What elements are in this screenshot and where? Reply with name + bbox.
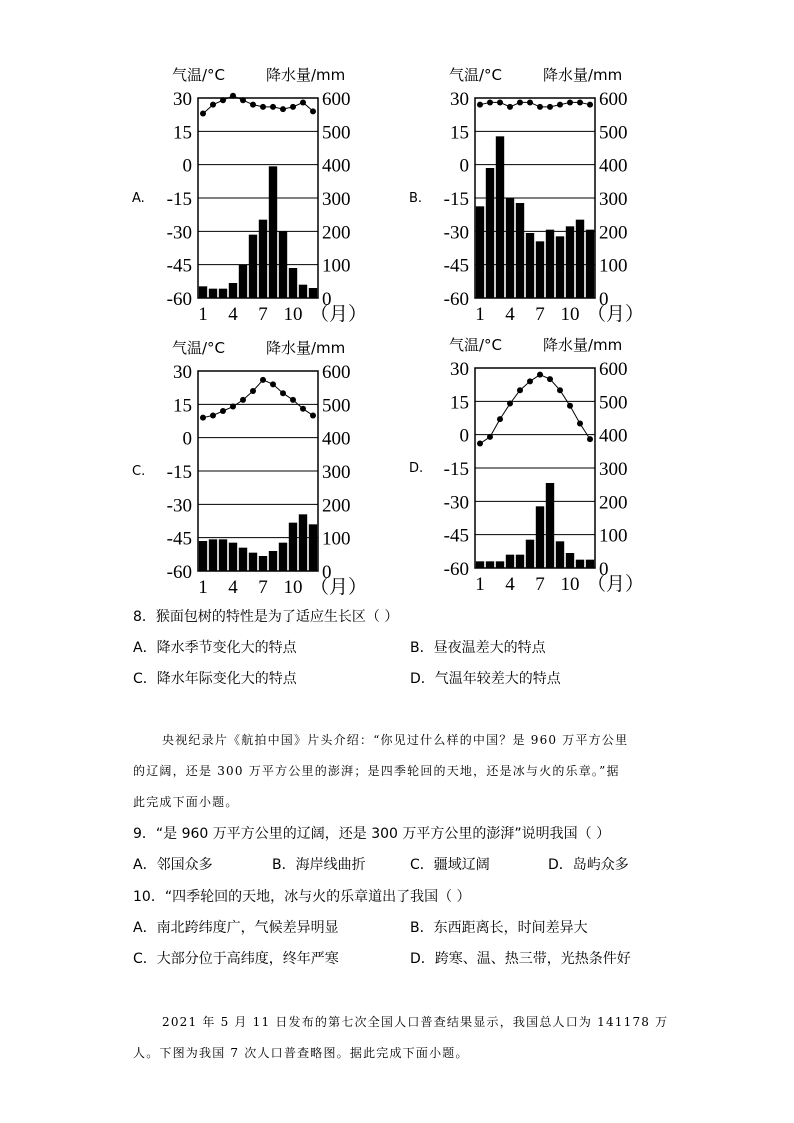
precipitation-tick-label: 100: [322, 528, 351, 550]
temperature-tick-label: 30: [450, 359, 469, 380]
precipitation-tick-label: 100: [599, 255, 628, 277]
temperature-line: [480, 102, 590, 107]
month-tick-label: 7: [258, 304, 268, 325]
precipitation-bar: [199, 541, 207, 571]
precipitation-bar: [546, 230, 554, 298]
month-tick-label: 7: [535, 304, 545, 325]
precipitation-tick-label: 400: [599, 425, 628, 447]
temperature-point: [507, 104, 513, 110]
temperature-point: [200, 415, 206, 421]
precipitation-tick-label: 400: [322, 428, 351, 450]
precipitation-tick-label: 400: [322, 155, 351, 177]
precipitation-tick-label: 600: [322, 89, 351, 110]
question-10-option-c[interactable]: C．大部分位于高纬度，终年严寒: [133, 951, 339, 967]
temperature-point: [507, 401, 513, 407]
temperature-point: [497, 99, 503, 105]
precipitation-tick-label: 0: [599, 289, 609, 310]
temperature-tick-label: -45: [166, 255, 192, 277]
precipitation-bar: [526, 540, 534, 568]
temperature-point: [230, 93, 236, 99]
temperature-point: [547, 104, 553, 110]
temperature-point: [527, 378, 533, 384]
passage-1-line-3: 此完成下面小题。: [133, 795, 239, 809]
precipitation-axis-title: 降水量/mm: [543, 336, 623, 354]
question-9-option-b[interactable]: B．海岸线曲折: [272, 857, 366, 873]
precipitation-bar: [536, 241, 544, 298]
temperature-point: [260, 104, 266, 110]
temperature-point: [260, 377, 266, 383]
precipitation-tick-label: 500: [599, 122, 628, 144]
month-tick-label: 10: [560, 574, 580, 595]
precipitation-bar: [279, 231, 287, 298]
precipitation-bar: [566, 226, 574, 298]
temperature-point: [487, 99, 493, 105]
month-tick-label: 7: [258, 577, 268, 598]
precipitation-tick-label: 200: [599, 222, 628, 244]
month-tick-label: 1: [198, 304, 208, 325]
temperature-axis-title: 气温/°C: [172, 339, 226, 357]
precipitation-bar: [269, 166, 277, 298]
precipitation-tick-label: 0: [599, 559, 609, 580]
precipitation-bar: [299, 514, 307, 571]
temperature-tick-label: 0: [459, 155, 469, 177]
temperature-point: [300, 406, 306, 412]
temperature-tick-label: 30: [173, 362, 192, 383]
temperature-tick-label: -60: [443, 559, 469, 580]
precipitation-tick-label: 200: [322, 495, 351, 517]
climate-chart-b: [405, 62, 645, 330]
precipitation-tick-label: 400: [599, 155, 628, 177]
precipitation-tick-label: 500: [322, 122, 351, 144]
temperature-tick-label: 30: [173, 89, 192, 110]
month-tick-label: 1: [198, 577, 208, 598]
precipitation-bar: [586, 230, 594, 298]
temperature-tick-label: 0: [459, 425, 469, 447]
precipitation-bar: [269, 551, 277, 571]
precipitation-bar: [299, 285, 307, 298]
question-9-option-c[interactable]: C．疆域辽阔: [410, 857, 490, 873]
temperature-tick-label: -60: [443, 289, 469, 310]
temperature-tick-label: -30: [166, 222, 192, 244]
month-axis-unit: （月）: [310, 304, 368, 325]
temperature-point: [300, 99, 306, 105]
temperature-point: [270, 104, 276, 110]
precipitation-tick-label: 600: [599, 359, 628, 380]
temperature-point: [537, 104, 543, 110]
temperature-tick-label: -15: [443, 459, 469, 480]
precipitation-tick-label: 600: [322, 362, 351, 383]
month-tick-label: 4: [228, 577, 238, 598]
precipitation-tick-label: 500: [322, 395, 351, 417]
precipitation-bar: [506, 555, 514, 568]
month-axis-unit: （月）: [587, 304, 645, 325]
month-tick-label: 10: [560, 304, 580, 325]
temperature-axis-title: 气温/°C: [449, 336, 503, 354]
precipitation-bar: [516, 555, 524, 568]
precipitation-bar: [239, 548, 247, 571]
temperature-tick-label: 15: [173, 122, 192, 144]
precipitation-tick-label: 600: [599, 89, 628, 110]
precipitation-bar: [279, 543, 287, 571]
question-10-option-d[interactable]: D．跨寒、温、热三带，光热条件好: [410, 951, 631, 967]
precipitation-bar: [486, 168, 494, 298]
temperature-point: [517, 387, 523, 393]
precipitation-tick-label: 0: [322, 289, 332, 310]
precipitation-bar: [209, 289, 217, 298]
precipitation-tick-label: 500: [599, 392, 628, 414]
precipitation-tick-label: 100: [599, 525, 628, 547]
temperature-point: [210, 102, 216, 108]
question-8-option-a[interactable]: A．降水季节变化大的特点: [133, 640, 297, 656]
temperature-point: [220, 408, 226, 414]
precipitation-axis-title: 降水量/mm: [543, 66, 623, 84]
month-tick-label: 7: [535, 574, 545, 595]
question-10-option-a[interactable]: A．南北跨纬度广，气候差异明显: [133, 920, 339, 936]
temperature-point: [250, 388, 256, 394]
month-tick-label: 10: [283, 304, 303, 325]
month-axis-unit: （月）: [310, 577, 368, 598]
precipitation-bar: [556, 541, 564, 568]
month-tick-label: 10: [283, 577, 303, 598]
temperature-line: [203, 380, 313, 418]
climate-chart-c: [128, 335, 368, 603]
temperature-axis-title: 气温/°C: [172, 66, 226, 84]
month-tick-label: 4: [505, 304, 515, 325]
temperature-point: [567, 403, 573, 409]
precipitation-bar: [249, 235, 257, 298]
temperature-point: [577, 421, 583, 427]
precipitation-bar: [309, 524, 317, 571]
precipitation-tick-label: 200: [322, 222, 351, 244]
passage-1-line-2: 的辽阔，还是 300 万平方公里的澎湃；是四季轮回的天地，还是冰与火的乐章。”据: [133, 764, 620, 778]
question-10-stem: 10．“四季轮回的天地，冰与火的乐章道出了我国（ ）: [133, 889, 471, 905]
month-tick-label: 1: [475, 304, 485, 325]
temperature-point: [280, 106, 286, 112]
temperature-point: [477, 441, 483, 447]
chart-option-letter: D.: [409, 461, 424, 476]
temperature-point: [587, 436, 593, 442]
temperature-point: [240, 97, 246, 103]
precipitation-bar: [546, 483, 554, 568]
temperature-point: [290, 104, 296, 110]
temperature-tick-label: 30: [450, 89, 469, 110]
temperature-axis-title: 气温/°C: [449, 66, 503, 84]
temperature-tick-label: -45: [443, 525, 469, 547]
temperature-point: [547, 376, 553, 382]
temperature-point: [567, 99, 573, 105]
month-tick-label: 4: [228, 304, 238, 325]
temperature-point: [537, 372, 543, 378]
question-8-stem: 8．猴面包树的特性是为了适应生长区（ ）: [133, 609, 399, 625]
temperature-point: [250, 102, 256, 108]
precipitation-tick-label: 300: [599, 459, 628, 480]
precipitation-bar: [476, 206, 484, 298]
precipitation-tick-label: 0: [322, 562, 332, 583]
temperature-point: [230, 404, 236, 410]
precipitation-tick-label: 200: [599, 492, 628, 514]
temperature-point: [557, 102, 563, 108]
temperature-tick-label: -15: [166, 462, 192, 483]
precipitation-bar: [249, 553, 257, 571]
precipitation-tick-label: 300: [599, 189, 628, 210]
temperature-tick-label: 0: [182, 428, 192, 450]
climate-chart-d: [405, 332, 645, 600]
precipitation-bar: [289, 523, 297, 571]
temperature-point: [220, 97, 226, 103]
precipitation-bar: [526, 233, 534, 298]
precipitation-bar: [486, 561, 494, 568]
precipitation-bar: [289, 268, 297, 298]
temperature-tick-label: -45: [166, 528, 192, 550]
question-10-option-b[interactable]: B．东西距离长，时间差异大: [410, 920, 588, 936]
temperature-point: [270, 381, 276, 387]
precipitation-bar: [229, 283, 237, 298]
precipitation-bar: [496, 561, 504, 568]
temperature-point: [487, 434, 493, 440]
temperature-tick-label: 15: [173, 395, 192, 417]
precipitation-tick-label: 300: [322, 462, 351, 483]
temperature-tick-label: 0: [182, 155, 192, 177]
temperature-tick-label: -30: [443, 492, 469, 514]
temperature-tick-label: -30: [443, 222, 469, 244]
precipitation-axis-title: 降水量/mm: [266, 66, 346, 84]
temperature-tick-label: -45: [443, 255, 469, 277]
temperature-point: [497, 416, 503, 422]
temperature-tick-label: -15: [443, 189, 469, 210]
precipitation-bar: [536, 506, 544, 568]
temperature-line: [480, 375, 590, 444]
temperature-tick-label: -30: [166, 495, 192, 517]
temperature-point: [240, 397, 246, 403]
passage-1-line-1: 央视纪录片《航拍中国》片头介绍：“你见过什么样的中国？是 960 万平方公里: [162, 733, 629, 747]
precipitation-bar: [576, 220, 584, 298]
passage-2-line-2: 人。下图为我国 7 次人口普查略图。据此完成下面小题。: [133, 1046, 469, 1060]
precipitation-bar: [576, 560, 584, 568]
temperature-point: [557, 387, 563, 393]
precipitation-bar: [209, 539, 217, 571]
precipitation-bar: [229, 543, 237, 571]
temperature-point: [290, 397, 296, 403]
temperature-point: [280, 390, 286, 396]
temperature-point: [517, 99, 523, 105]
temperature-point: [527, 99, 533, 105]
precipitation-bar: [259, 220, 267, 298]
question-8-option-c[interactable]: C．降水年际变化大的特点: [133, 671, 297, 687]
chart-option-letter: C.: [132, 464, 146, 479]
temperature-tick-label: 15: [450, 392, 469, 414]
question-9-option-a[interactable]: A．邻国众多: [133, 857, 213, 873]
precipitation-bar: [506, 198, 514, 298]
climate-chart-a: [128, 62, 368, 330]
precipitation-bar: [496, 136, 504, 298]
precipitation-bar: [259, 556, 267, 571]
precipitation-tick-label: 100: [322, 255, 351, 277]
temperature-point: [577, 99, 583, 105]
month-tick-label: 4: [505, 574, 515, 595]
precipitation-axis-title: 降水量/mm: [266, 339, 346, 357]
temperature-point: [310, 108, 316, 114]
precipitation-bar: [219, 539, 227, 571]
precipitation-bar: [476, 561, 484, 568]
temperature-point: [310, 412, 316, 418]
chart-option-letter: A.: [132, 191, 145, 206]
temperature-point: [587, 102, 593, 108]
month-tick-label: 1: [475, 574, 485, 595]
question-8-option-b[interactable]: B．昼夜温差大的特点: [410, 640, 546, 656]
precipitation-bar: [556, 236, 564, 298]
month-axis-unit: （月）: [587, 574, 645, 595]
temperature-tick-label: 15: [450, 122, 469, 144]
precipitation-bar: [199, 286, 207, 298]
precipitation-bar: [239, 265, 247, 298]
temperature-tick-label: -15: [166, 189, 192, 210]
temperature-point: [210, 412, 216, 418]
precipitation-tick-label: 300: [322, 189, 351, 210]
temperature-point: [477, 102, 483, 108]
question-9-stem: 9．“是 960 万平方公里的辽阔，还是 300 万平方公里的澎湃”说明我国（ ）: [133, 826, 611, 842]
temperature-tick-label: -60: [166, 289, 192, 310]
chart-option-letter: B.: [409, 191, 423, 206]
question-9-option-d[interactable]: D．岛屿众多: [548, 857, 629, 873]
question-8-option-d[interactable]: D．气温年较差大的特点: [410, 671, 561, 687]
precipitation-bar: [309, 288, 317, 298]
precipitation-bar: [586, 560, 594, 568]
temperature-point: [200, 111, 206, 117]
precipitation-bar: [516, 203, 524, 298]
passage-2-line-1: 2021 年 5 月 11 日发布的第七次全国人口普查结果显示，我国总人口为 141178 万: [162, 1015, 669, 1029]
precipitation-bar: [566, 553, 574, 568]
temperature-tick-label: -60: [166, 562, 192, 583]
precipitation-bar: [219, 289, 227, 298]
